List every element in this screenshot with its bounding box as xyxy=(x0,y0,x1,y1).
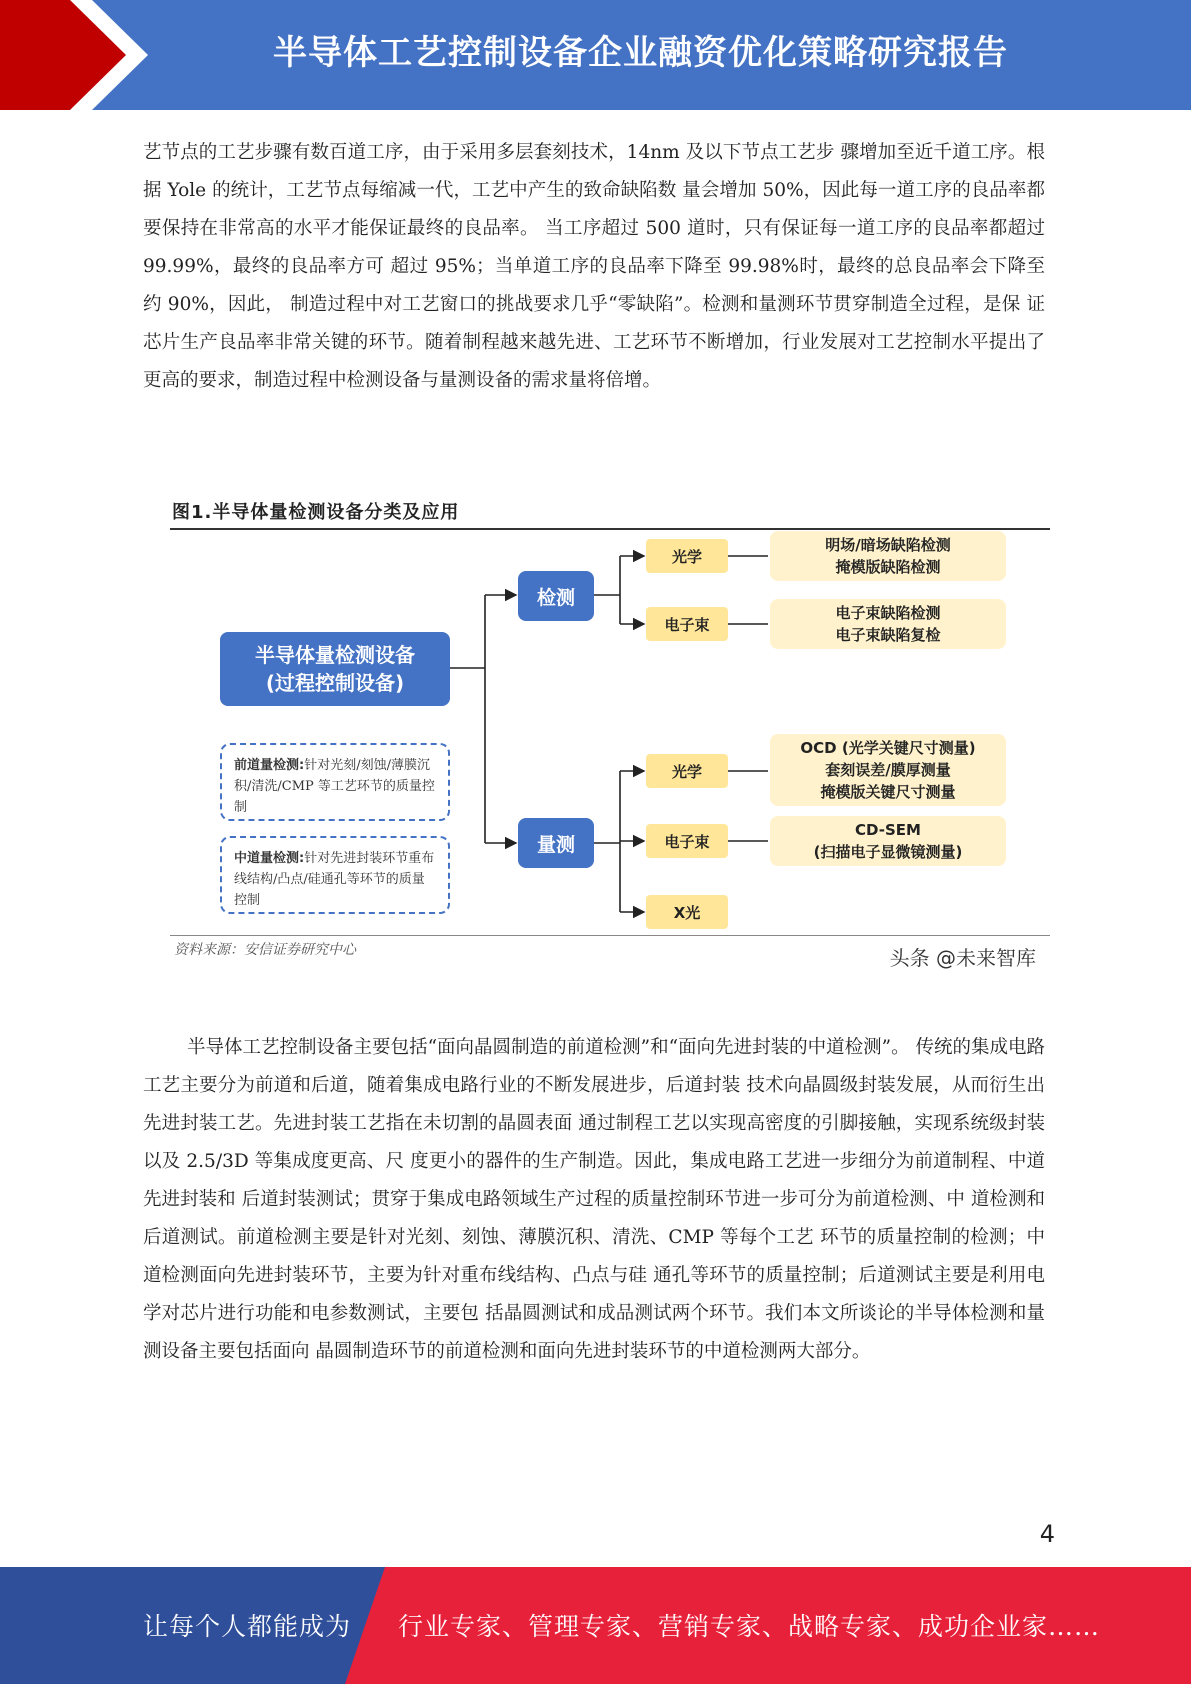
root-node xyxy=(220,632,450,706)
inspection-ebeam-label: 电子束 xyxy=(664,615,710,634)
header-arrow-decoration xyxy=(0,0,160,110)
node-inspection xyxy=(518,571,594,621)
root-line-2: (过程控制设备) xyxy=(265,671,405,695)
leaf-inspection-optical-1: 明场/暗场缺陷检测 xyxy=(825,536,951,554)
inspection-ebeam xyxy=(646,607,728,641)
leaf-inspection-ebeam-1: 电子束缺陷检测 xyxy=(835,604,941,622)
note-mid-label: 中道量检测: xyxy=(234,851,305,866)
report-footer xyxy=(0,1567,1191,1684)
figure-source: 资料来源：安信证券研究中心 xyxy=(174,942,356,958)
figure-watermark: 头条 @未来智库 xyxy=(889,946,1036,970)
leaf-metrology-optical-1: OCD (光学关键尺寸测量) xyxy=(800,739,976,757)
metrology-ebeam xyxy=(646,824,728,858)
leaf-inspection-optical xyxy=(770,531,1006,581)
body-paragraph-1: 艺节点的工艺步骤有数百道工序，由于采用多层套刻技术，14nm 及以下节点工艺步 骤增加至近千道工序。根据 Yole 的统计，工艺节点每缩减一代，工艺中产生的致命缺陷数 量会增加 50%，因此每一道工序的良品率都要保持在非常高的水平才能保证最终的良品率。 当工序超过 500 道时，只有保证每一道工序的良品率都超过 99.99%，最终的良品率方可 超过 95%；当单道工序的良品率下降至 99.98%时，最终的总良品率会下降至约 90%，因此， 制造过程中对工艺窗口的挑战要求几乎“零缺陷”。检测和量测环节贯穿制造全过程，是保 证芯片生产良品率非常关键的环节。随着制程越来越先进、工艺环节不断增加，行业发展对工艺控制水平提出了更高的要求，制造过程中检测设备与量测设备的需求量将倍增。 xyxy=(143,142,1045,391)
report-header xyxy=(0,0,1191,110)
note-front-label: 前道量检测: xyxy=(234,758,305,773)
leaf-inspection-ebeam xyxy=(770,599,1006,649)
note-mid-end xyxy=(220,836,450,914)
root-line-1: 半导体量检测设备 xyxy=(255,643,415,667)
metrology-optical-label: 光学 xyxy=(671,762,702,781)
footer-slogan-right: 行业专家、管理专家、营销专家、战略专家、成功企业家…… xyxy=(398,1612,1101,1641)
node-metrology-label: 量测 xyxy=(536,833,575,856)
leaf-metrology-optical-2: 套刻误差/膜厚测量 xyxy=(825,761,951,779)
node-inspection-label: 检测 xyxy=(536,586,575,609)
leaf-metrology-optical-3: 掩模版关键尺寸测量 xyxy=(820,783,956,801)
metrology-ebeam-label: 电子束 xyxy=(664,832,710,851)
figure-classification xyxy=(170,498,1050,970)
leaf-metrology-ebeam-2: (扫描电子显微镜测量) xyxy=(813,843,963,861)
metrology-xray-label: X光 xyxy=(673,903,701,922)
leaf-metrology-ebeam-1: CD-SEM xyxy=(855,821,921,839)
leaf-inspection-optical-2: 掩模版缺陷检测 xyxy=(835,558,941,576)
leaf-metrology-optical xyxy=(770,734,1006,806)
inspection-optical-label: 光学 xyxy=(671,547,702,566)
leaf-inspection-ebeam-2: 电子束缺陷复检 xyxy=(835,626,941,644)
inspection-optical xyxy=(646,539,728,573)
node-metrology xyxy=(518,818,594,868)
note-mid-text: 针对先进封装环节重布线结构/凸点/硅通孔等环节的质量控制 xyxy=(234,851,435,908)
report-title: 半导体工艺控制设备企业融资优化策略研究报告 xyxy=(273,33,1008,73)
metrology-optical xyxy=(646,754,728,788)
note-front-end xyxy=(220,743,450,821)
body-paragraph-2: 半导体工艺控制设备主要包括“面向晶圆制造的前道检测”和“面向先进封装的中道检测”。 传统的集成电路工艺主要分为前道和后道，随着集成电路行业的不断发展进步，后道封装 技术向晶圆级封装发展，从而衍生出先进封装工艺。先进封装工艺指在未切割的晶圆表面 通过制程工艺以实现高密度的引脚接触，实现系统级封装以及 2.5/3D 等集成度更高、尺 度更小的器件的生产制造。因此，集成电路工艺进一步细分为前道制程、中道先进封装和 后道封装测试；贯穿于集成电路领域生产过程的质量控制环节进一步可分为前道检测、中 道检测和后道测试。前道检测主要是针对光刻、刻蚀、薄膜沉积、清洗、CMP 等每个工艺 环节的质量控制的检测；中道检测面向先进封装环节，主要为针对重布线结构、凸点与硅 通孔等环节的质量控制；后道测试主要是利用电学对芯片进行功能和电参数测试，主要包 括晶圆测试和成品测试两个环节。我们本文所谈论的半导体检测和量测设备主要包括面向 晶圆制造环节的前道检测和面向先进封装环节的中道检测两大部分。 xyxy=(143,1037,1046,1362)
note-front-text: 针对光刻/刻蚀/薄膜沉积/清洗/CMP 等工艺环节的质量控制 xyxy=(234,758,435,815)
figure-bottom-rule xyxy=(170,935,1050,936)
leaf-metrology-ebeam xyxy=(770,816,1006,866)
page-number: 4 xyxy=(1039,1520,1055,1548)
footer-slogan-left: 让每个人都能成为 xyxy=(143,1612,352,1641)
metrology-xray xyxy=(646,895,728,929)
figure-title: 图1.半导体量检测设备分类及应用 xyxy=(172,502,460,523)
